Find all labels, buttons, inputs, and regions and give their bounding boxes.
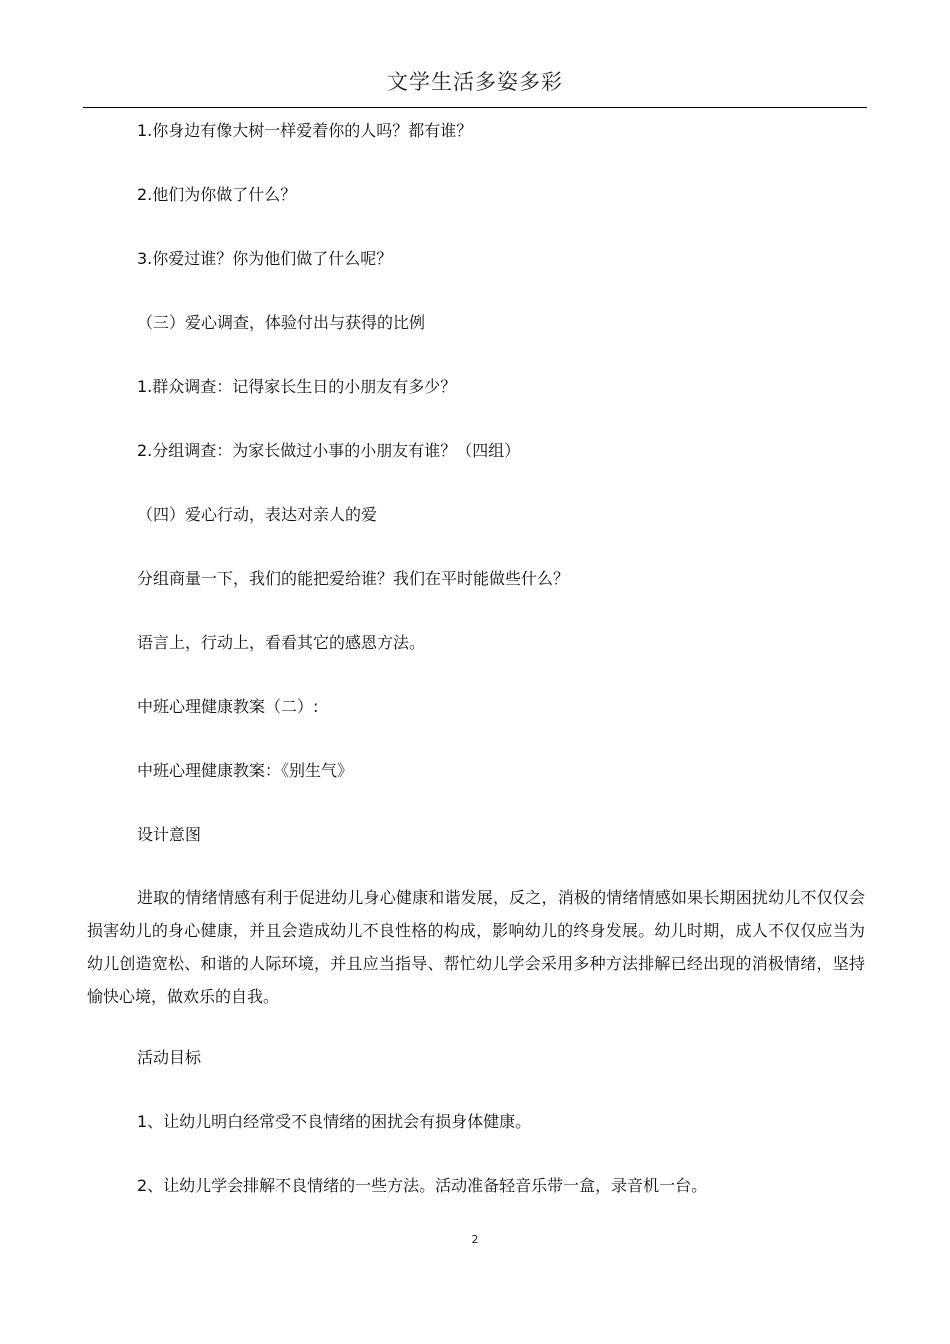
body-line: 语言上，行动上，看看其它的感恩方法。 bbox=[137, 633, 426, 652]
section-heading: 活动目标 bbox=[137, 1048, 202, 1067]
body-line: 1.群众调查：记得家长生日的小朋友有多少？ bbox=[137, 377, 457, 396]
body-line: 3.你爱过谁？你为他们做了什么呢？ bbox=[137, 249, 393, 268]
body-line: 1、让幼儿明白经常受不良情绪的困扰会有损身体健康。 bbox=[137, 1112, 532, 1131]
section-heading: （三）爱心调查，体验付出与获得的比例 bbox=[137, 313, 426, 332]
page-header bbox=[83, 62, 867, 108]
design-intent-paragraph: 进取的情绪情感有利于促进幼儿身心健康和谐发展，反之，消极的情绪情感如果长期困扰幼儿不仅仅会损害幼儿的身心健康，并且会造成幼儿不良性格的构成，影响幼儿的终身发展。幼儿时期，成人不仅仅应当为幼儿创造宽松、和谐的人际环境，并且应当指导、帮忙幼儿学会采用多种方法排解已经出现的消极情绪，坚持愉快心境，做欢乐的自我。 bbox=[87, 888, 865, 1006]
lesson-subtitle: 中班心理健康教案：《别生气》 bbox=[137, 761, 354, 780]
page-number: 2 bbox=[471, 1233, 479, 1246]
body-line: 2、让幼儿学会排解不良情绪的一些方法。活动准备轻音乐带一盒，录音机一台。 bbox=[137, 1176, 708, 1195]
body-line: 分组商量一下，我们的能把爱给谁？我们在平时能做些什么？ bbox=[137, 569, 570, 588]
body-line: 2.分组调查：为家长做过小事的小朋友有谁？（四组） bbox=[137, 441, 521, 460]
header-title: 文学生活多姿多彩 bbox=[387, 70, 563, 94]
section-heading: 设计意图 bbox=[137, 825, 202, 844]
lesson-title: 中班心理健康教案（二）: bbox=[137, 697, 319, 716]
body-line: 2.他们为你做了什么？ bbox=[137, 185, 297, 204]
body-line: 1.你身边有像大树一样爱着你的人吗？都有谁？ bbox=[137, 121, 473, 140]
section-heading: （四）爱心行动，表达对亲人的爱 bbox=[137, 505, 378, 524]
